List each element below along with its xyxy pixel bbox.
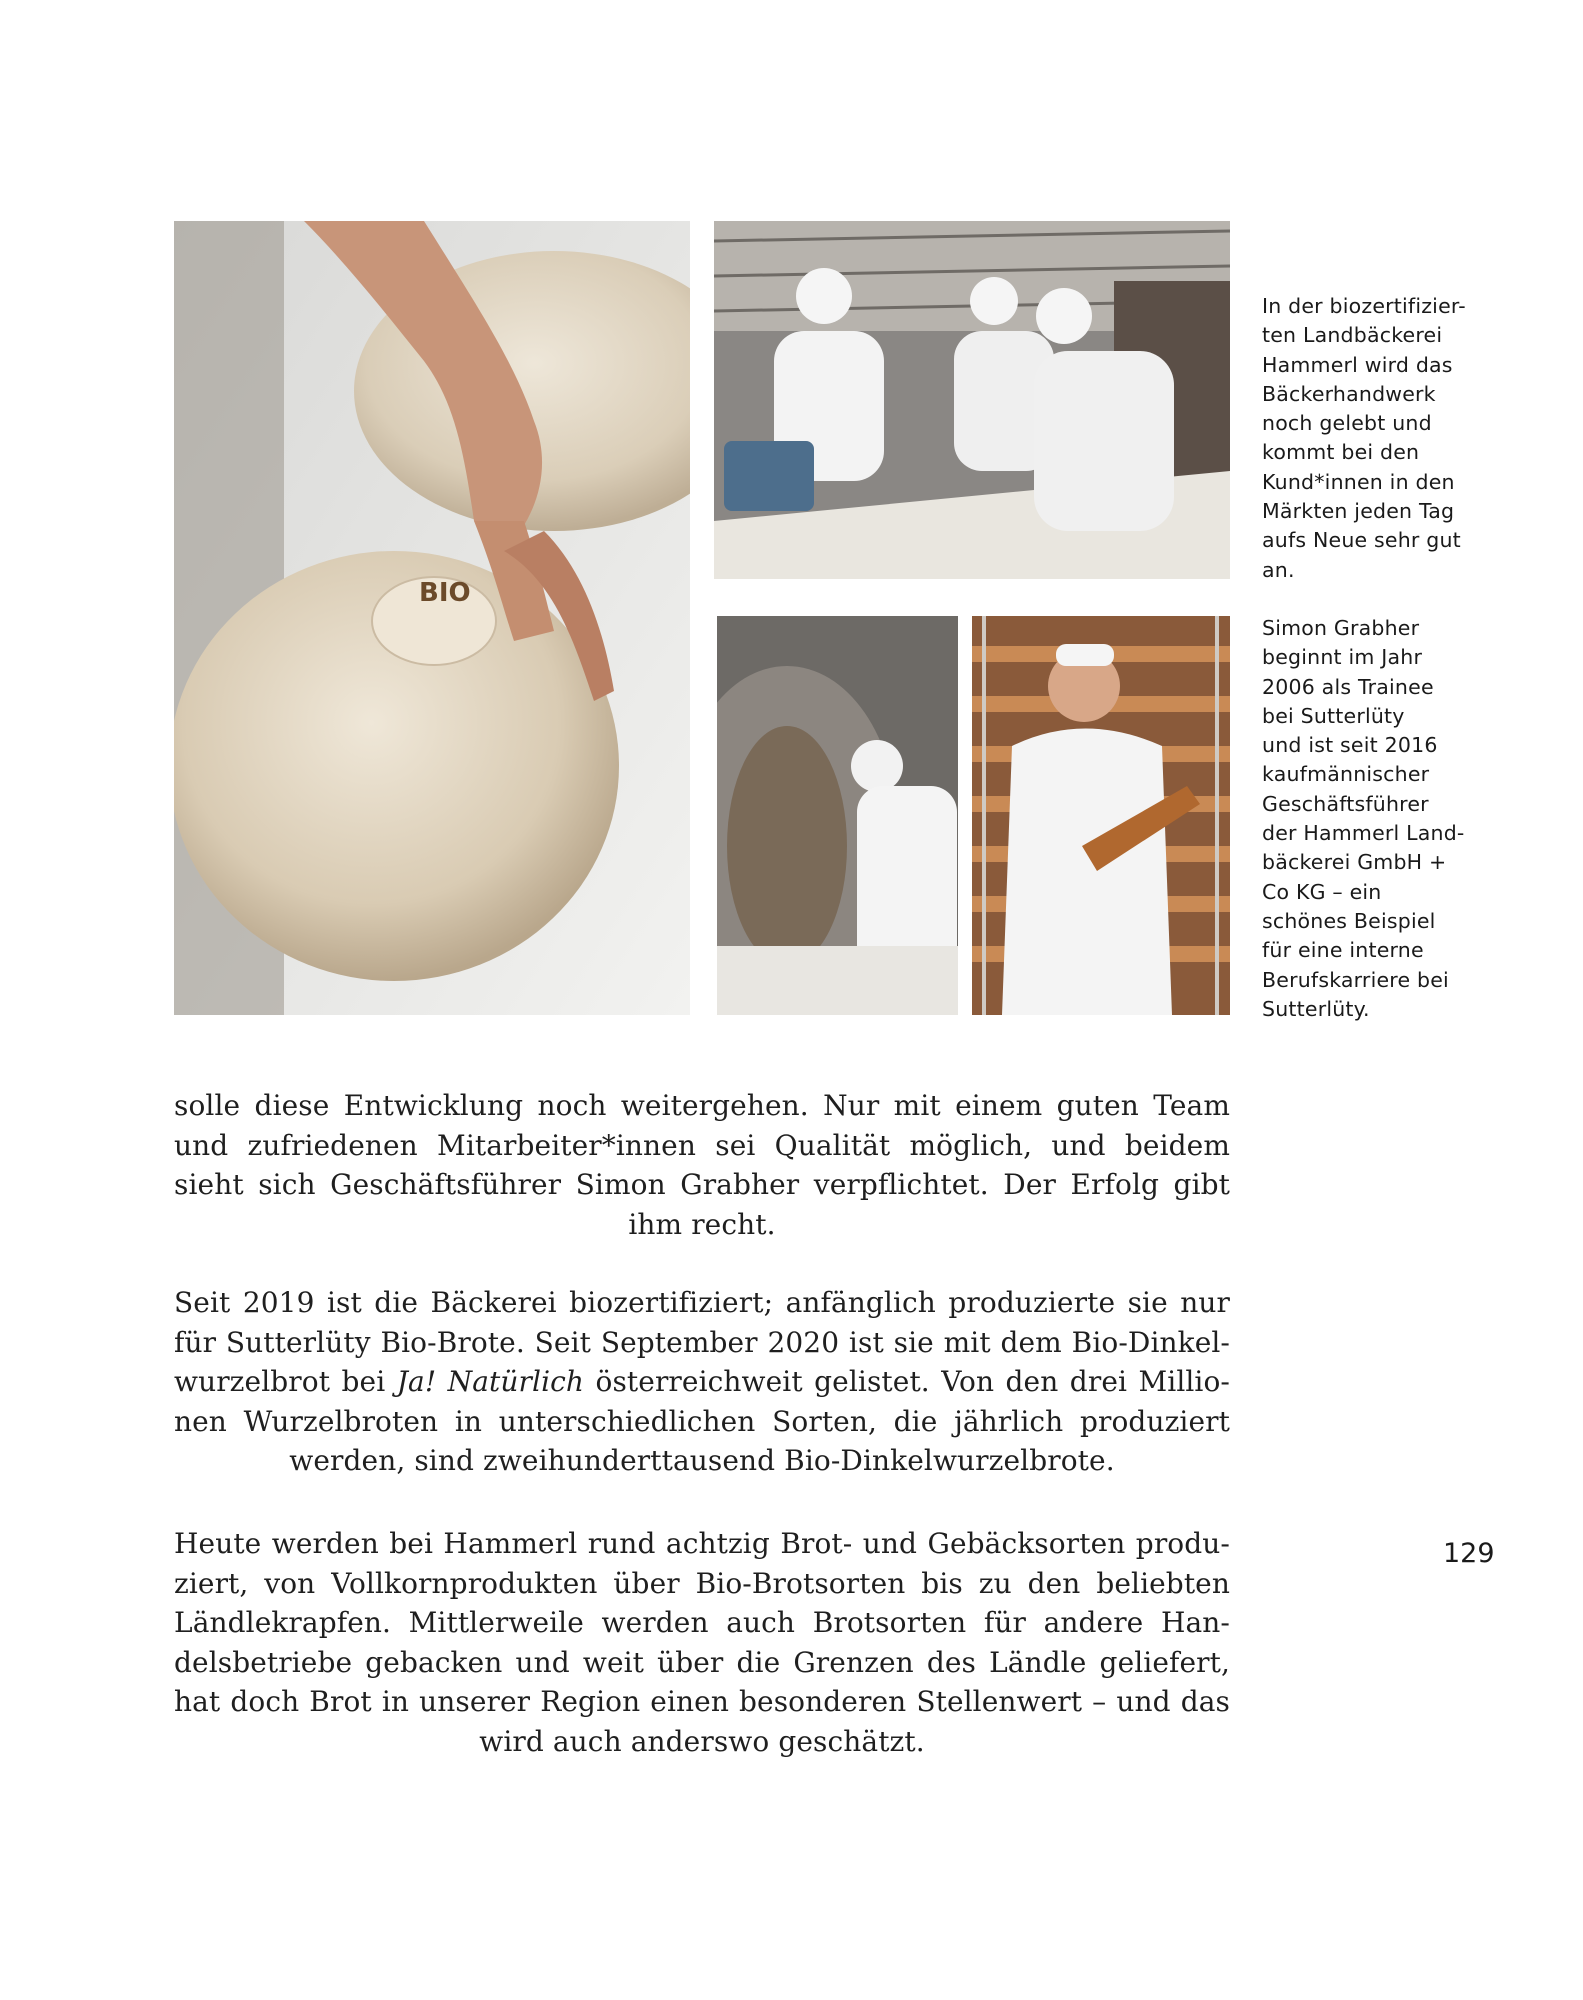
body-paragraph: solle diese Entwicklung noch weitergehen. Nur mit einem guten Team und zufriedenen Mitarbeiter*innen sei Qualität möglich, und beidem sieht sich Geschäftsführer Simon Grabher verpflichtet. Der Erfolg gibt ihm recht. <box>174 1089 1230 1241</box>
photo-caption-bottom: Simon Grabher beginnt im Jahr 2006 als Trainee bei Sutterlüty und ist seit 2016 kaufmännischer Geschäftsführer der Hammerl Land- bäckerei GmbH + Co KG – ein schönes Beispiel für eine interne Berufskarriere bei Sutterlüty. <box>1262 616 1465 1021</box>
baker-mixer-photo <box>717 616 958 1015</box>
page-number: 129 <box>1443 1538 1495 1569</box>
body-text-segment: Seit 2019 ist die Bäckerei biozertifiziert; anfänglich produzierte sie nur für Sutterlüty Bio-Brote. Seit September 2020 ist sie mit dem Bio-Dinkel-wurzelbrot bei <box>174 1286 1230 1399</box>
brand-name: Ja! Natürlich <box>396 1365 585 1399</box>
photo-caption-top: In der biozertifizier- ten Landbäckerei Hammerl wird das Bäckerhandwerk noch gelebt und kommt bei den Kund*innen in den Märkten jeden Tag aufs Neue sehr gut an. <box>1262 294 1466 582</box>
body-text-segment: österreichweit gelistet. Von den drei Millio-nen Wurzelbroten in unterschiedlichen Sorten, die jährlich produziert werden, sind zweihunderttausend Bio-Dinkelwurzelbrote. <box>174 1365 1230 1478</box>
body-paragraph <box>174 1283 1230 1481</box>
manager-bread-photo <box>972 616 1230 1015</box>
bio-label-text: BIO <box>419 578 471 608</box>
body-paragraph: Heute werden bei Hammerl rund achtzig Brot- und Gebäcksorten produ-ziert, von Vollkornprodukten über Bio-Brotsorten bis zu den beliebten Ländlekrapfen. Mittlerweile werden auch Brotsorten für andere Han-delsbetriebe gebacken und weit über die Grenzen des Ländle geliefert, hat doch Brot in unserer Region einen besonderen Stellenwert – und das wird auch anderswo geschätzt. <box>174 1527 1230 1758</box>
bakers-team-photo <box>714 221 1230 579</box>
dough-photo <box>174 221 690 1015</box>
